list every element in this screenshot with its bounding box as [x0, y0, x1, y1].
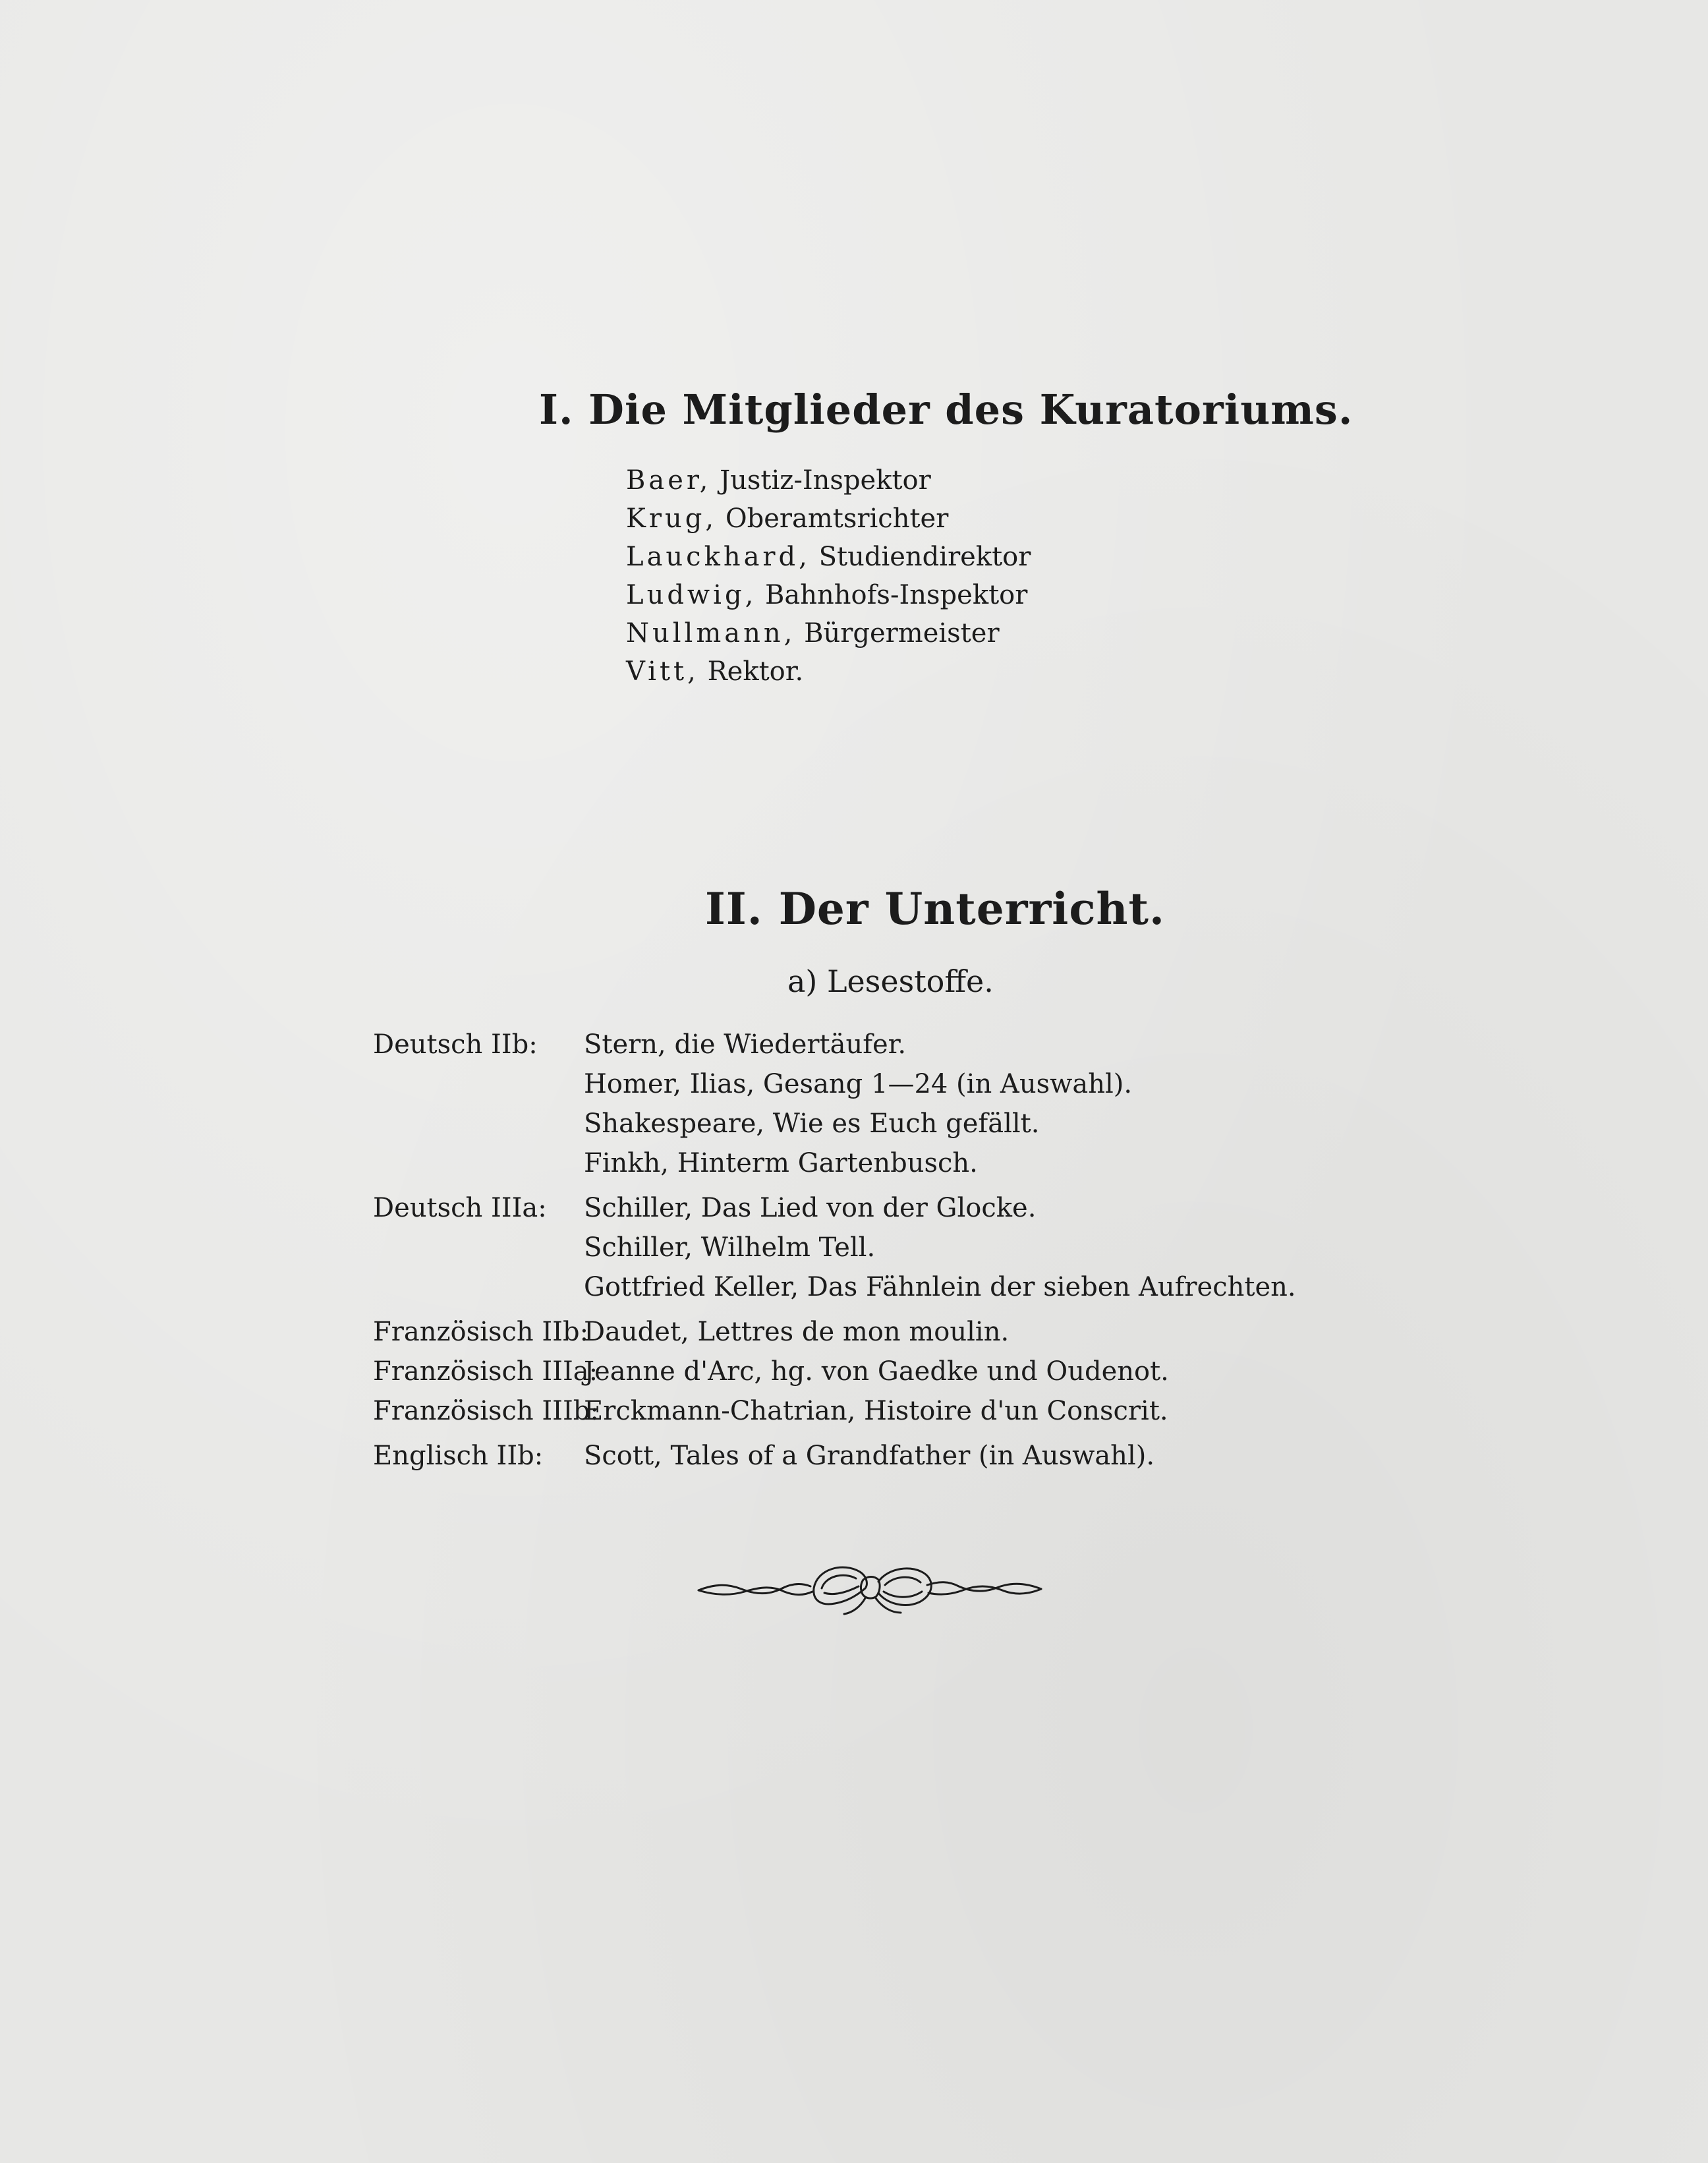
subsection-title-lesestoffe: a) Lesestoffe.	[787, 964, 994, 999]
member-item	[626, 652, 1031, 691]
reading-works	[584, 1188, 1296, 1307]
member-name: Krug,	[626, 504, 718, 534]
section-title-unterricht: II. Der Unterricht.	[705, 883, 1165, 935]
reading-subject: Englisch IIb:	[373, 1441, 544, 1471]
reading-subject: Französisch IIIa:	[373, 1356, 598, 1387]
member-role: Justiz-Inspektor	[720, 465, 931, 496]
reading-subject: Deutsch IIIa:	[373, 1193, 547, 1223]
member-name: Nullmann,	[626, 618, 796, 649]
reading-works	[584, 1352, 1169, 1391]
reading-subject: Französisch IIb:	[373, 1317, 589, 1347]
reading-works	[584, 1436, 1154, 1476]
reading-work: Shakespeare, Wie es Euch gefällt.	[584, 1109, 1040, 1139]
member-item	[626, 500, 1031, 538]
reading-works	[584, 1391, 1168, 1431]
reading-work: Jeanne d'Arc, hg. von Gaedke und Oudenot.	[584, 1356, 1169, 1387]
member-item	[626, 614, 1031, 652]
reading-row-franzoesisch-iiib	[373, 1391, 1296, 1431]
reading-subject: Deutsch IIb:	[373, 1029, 538, 1060]
member-role: Rektor.	[707, 656, 804, 687]
reading-work: Scott, Tales of a Grandfather (in Auswahl).	[584, 1441, 1155, 1471]
reading-row-englisch-iib	[373, 1436, 1296, 1476]
member-role: Bahnhofs-Inspektor	[765, 580, 1028, 610]
ribbon-bow-ornament-icon	[695, 1552, 1044, 1625]
reading-row-franzoesisch-iiia	[373, 1352, 1296, 1391]
reading-work: Schiller, Das Lied von der Glocke.	[584, 1193, 1037, 1223]
reading-row-franzoesisch-iib	[373, 1312, 1296, 1352]
member-name: Lauckhard,	[626, 542, 811, 572]
reading-work: Stern, die Wiedertäufer.	[584, 1029, 907, 1060]
member-role: Oberamtsrichter	[725, 504, 949, 534]
reading-row-deutsch-iiia	[373, 1188, 1296, 1307]
reading-works	[584, 1025, 1132, 1183]
member-role: Studiendirektor	[818, 542, 1031, 572]
reading-work: Schiller, Wilhelm Tell.	[584, 1232, 876, 1263]
member-item	[626, 576, 1031, 614]
reading-row-deutsch-iib	[373, 1025, 1296, 1183]
reading-work: Homer, Ilias, Gesang 1—24 (in Auswahl).	[584, 1069, 1133, 1099]
reading-work: Daudet, Lettres de mon moulin.	[584, 1317, 1010, 1347]
reading-work: Erckmann-Chatrian, Histoire d'un Conscrit.	[584, 1396, 1168, 1426]
member-name: Ludwig,	[626, 580, 757, 610]
section-title-kuratorium: I. Die Mitglieder des Kuratoriums.	[539, 386, 1353, 434]
reading-work: Gottfried Keller, Das Fähnlein der sieben Aufrechten.	[584, 1272, 1296, 1302]
member-list	[626, 461, 1031, 691]
reading-subject: Französisch IIIb:	[373, 1396, 599, 1426]
member-name: Vitt,	[626, 656, 699, 687]
reading-work: Finkh, Hinterm Gartenbusch.	[584, 1148, 978, 1178]
member-name: Baer,	[626, 465, 712, 496]
reading-works	[584, 1312, 1009, 1352]
reading-list	[373, 1025, 1296, 1476]
member-item	[626, 538, 1031, 576]
member-role: Bürgermeister	[804, 618, 1000, 649]
member-item	[626, 461, 1031, 500]
